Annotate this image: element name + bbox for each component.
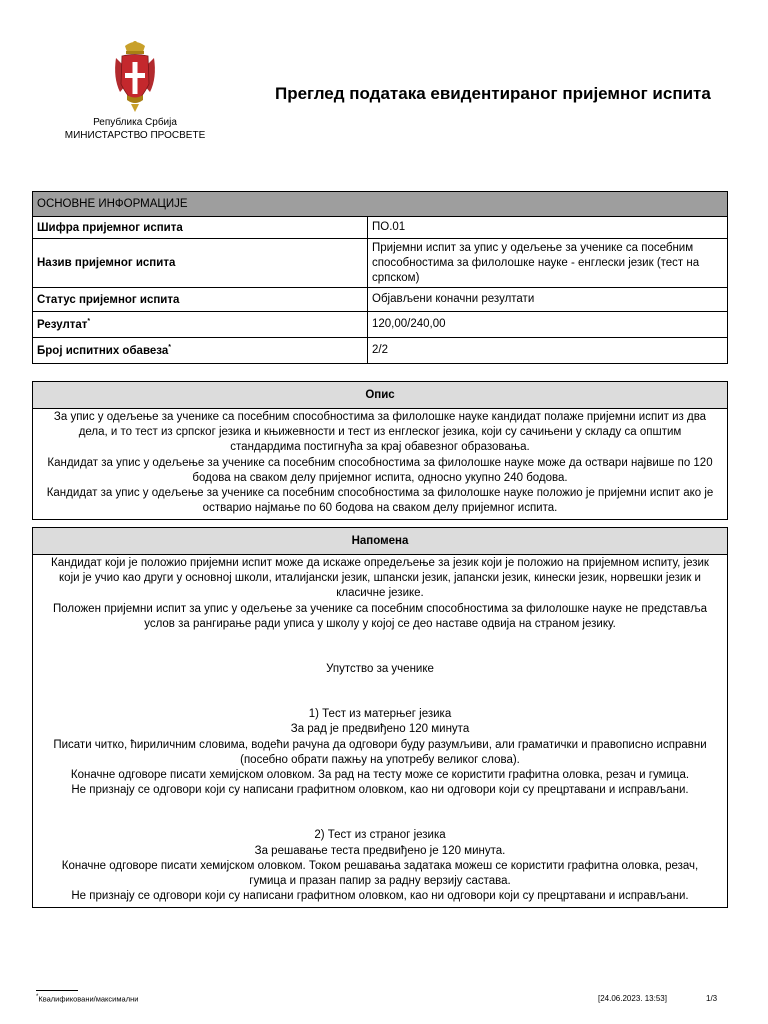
footnote-text: Квалификовани/максимални [38,994,139,1004]
exam-code-label: Шифра пријемног испита [33,217,368,239]
footnote-mark: * [87,318,91,326]
instructions-title: Упутство за ученике [326,663,434,676]
obligations-value: 2/2 [368,338,728,364]
test1-line: Коначне одговоре писати хемијском оловком. За рад на тесту може се користити графитна оловка, резач и гумица. [70,769,690,782]
description-paragraph: Кандидат за упис у одељење за ученике са посебним способностима за филолошке науке положио је пријемни испит ако је остварио најмање по 60 бодова на сваком делу пријемног испита. [46,487,714,515]
timestamp: [24.06.2023. 13:53] [598,994,667,1003]
note-paragraph: Кандидат који је положио пријемни испит може да искаже опредељење за језик који је положио на пријемном испиту, језик који је учио као други у основној школи, италијански језик, шпански језик, јапански језик, кинески језик, норвешки језик и класичне језике. [51,557,709,600]
institution-block [60,116,210,142]
exam-name-value: Пријемни испит за упис у одељење за ученике са посебним способностима за филолошке науке - енглески језик (тест на српском) [368,239,728,288]
footnote-mark: * [36,994,39,1000]
test1-time: За рад је предвиђено 120 минута [290,723,470,736]
basic-info-table [32,191,728,364]
test2-heading: 2) Тест из страног језика [314,829,446,842]
footnote-divider [36,990,78,991]
result-cell [33,312,368,338]
page-header [0,0,768,160]
result-label: Резултат [37,318,88,331]
note-paragraph: Положен пријемни испит за упис у одељење за ученике са посебним способностима за филолошке науке не представља услов за рангирање ради уписа у школу у којој се део наставе одвија на страном језику. [52,602,708,630]
description-paragraph: За упис у одељење за ученике са посебним способностима за филолошке науке кандидат полаже пријемни испит из два дела, и то тест из српског језика и књижевности и тест из енглеског језика, који су сачињени у складу са општим стандардима постигнућа за крај обавезног образовања. [53,411,707,454]
footnote [36,994,138,1004]
description-body [33,409,727,519]
obligations-cell [33,338,368,364]
info-row-result [33,312,728,338]
info-row-status [33,288,728,312]
republic-label: Република Србија [93,117,177,128]
footnote-mark: * [168,344,171,352]
exam-code-value: ПО.01 [368,217,728,239]
test1-heading: 1) Тест из матерњег језика [308,708,452,721]
note-title: Напомена [33,528,727,555]
page-number: 1/3 [706,994,718,1003]
test2-time: За решавање теста предвиђено је 120 минута. [254,844,506,857]
ministry-label: МИНИСТАРСТВО ПРОСВЕТЕ [64,130,206,141]
exam-name-label: Назив пријемног испита [33,239,368,288]
test2-line: Не признају се одговори који су написани графитном оловком, као ни одговори који су прецртавани и исправљани. [71,890,689,903]
result-value: 120,00/240,00 [368,312,728,338]
obligations-label: Број испитних обавеза [37,344,169,357]
exam-status-label: Статус пријемног испита [33,288,368,312]
description-title: Опис [33,382,727,409]
test2-line: Коначне одговоре писати хемијском оловком. Током решавања задатака можеш се користити графитна оловка, резач, гумица и празан папир за радну верзију састава. [61,859,699,888]
section-header-row [33,192,728,217]
note-box [32,527,728,908]
exam-status-value: Објављени коначни резултати [368,288,728,312]
description-box [32,381,728,520]
info-row-code [33,217,728,239]
test1-line: Не признају се одговори који су написани графитном оловком, као ни одговори који су прецртавани и исправљани. [71,784,689,797]
test1-line: Писати читко, ћириличним словима, водећи рачуна да одговори буду разумљиви, али граматички и правописно исправни (посебно обрати пажњу на употребу великог слова). [53,738,707,766]
coat-of-arms-icon [112,40,158,114]
info-row-name [33,239,728,288]
description-paragraph: Кандидат за упис у одељење за ученике са посебним способностима за филолошке науке може да оствари највише по 120 бодова на сваком делу пријемног испита, односно укупно 240 бодова. [47,456,713,484]
document-title: Преглед података евидентираног пријемног испита [275,84,711,103]
section-title: ОСНОВНЕ ИНФОРМАЦИЈЕ [33,192,728,217]
note-body [33,555,727,907]
info-row-obligations [33,338,728,364]
